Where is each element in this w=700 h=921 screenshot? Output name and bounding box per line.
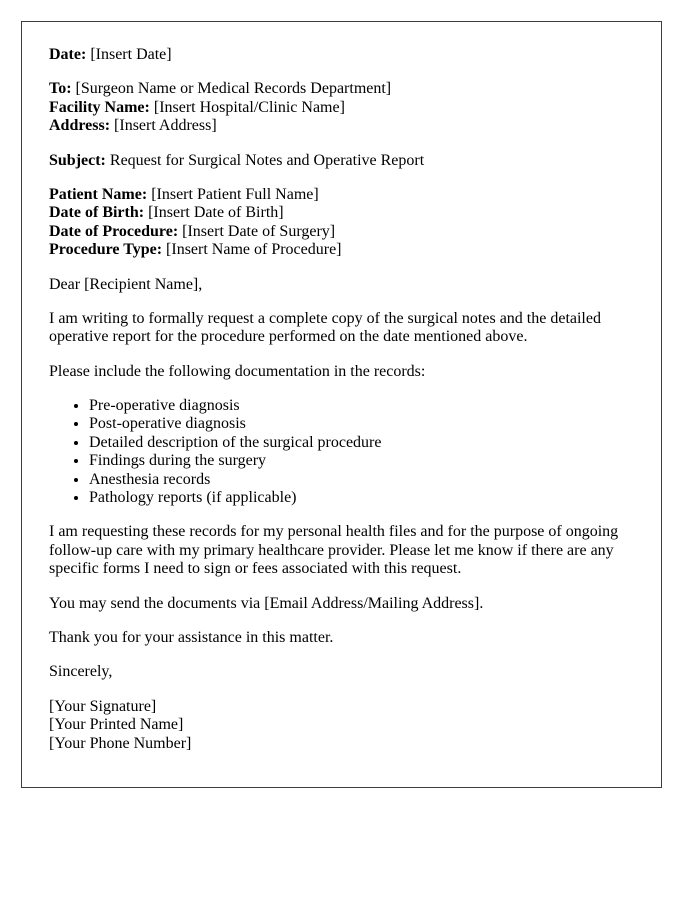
thanks-paragraph: Thank you for your assistance in this matter. [49, 628, 334, 646]
procedure-date-label: Date of Procedure: [49, 222, 179, 240]
address-label: Address: [49, 117, 111, 135]
purpose-paragraph: I am requesting these records for my personal health files and for the purpose of ongoing follow-up care with my primary healthcare provider. Please let me know if there are any specific forms I need to sign or fees associated with this request. [49, 523, 619, 578]
facility-label: Facility Name: [49, 98, 150, 116]
subject-value: Request for Surgical Notes and Operative Report [105, 151, 425, 169]
signature-line-printed-name: [Your Printed Name] [49, 716, 184, 734]
patient-name-value: [Insert Patient Full Name] [147, 185, 319, 203]
closing: Sincerely, [49, 663, 113, 681]
procedure-type-value: [Insert Name of Procedure] [162, 241, 342, 259]
documentation-list [49, 397, 635, 507]
intro-paragraph: I am writing to formally request a complete copy of the surgical notes and the detailed operative report for the procedure performed on the date mentioned above. [49, 309, 601, 346]
dob-value: [Insert Date of Birth] [144, 204, 284, 222]
procedure-type-label: Procedure Type: [49, 241, 163, 259]
date-line [49, 46, 635, 64]
signature-line-signature: [Your Signature] [49, 697, 157, 715]
patient-block [49, 186, 635, 260]
letter-document [21, 21, 662, 788]
list-item-anesthesia-records: • Anesthesia records [89, 471, 635, 489]
list-intro-paragraph: Please include the following documentation in the records: [49, 362, 426, 380]
list-item-detailed-description: • Detailed description of the surgical procedure [89, 434, 635, 452]
address-value: [Insert Address] [110, 117, 217, 135]
subject-line [49, 152, 635, 170]
delivery-paragraph: You may send the documents via [Email Address/Mailing Address]. [49, 594, 484, 612]
date-label: Date: [49, 46, 87, 63]
signature-line-phone-number: [Your Phone Number] [49, 734, 192, 752]
subject-label: Subject: [49, 151, 106, 169]
signature-block [49, 698, 635, 753]
patient-name-label: Patient Name: [49, 185, 148, 203]
facility-value: [Insert Hospital/Clinic Name] [149, 98, 345, 116]
list-item-pre-operative-diagnosis: • Pre-operative diagnosis [89, 397, 635, 415]
to-label: To: [49, 80, 72, 98]
procedure-date-value: [Insert Date of Surgery] [178, 222, 336, 240]
to-value: [Surgeon Name or Medical Records Department] [71, 80, 392, 98]
dob-label: Date of Birth: [49, 204, 145, 222]
list-item-post-operative-diagnosis: • Post-operative diagnosis [89, 415, 635, 433]
recipient-block [49, 80, 635, 135]
date-value: [Insert Date] [86, 46, 172, 63]
list-item-findings: • Findings during the surgery [89, 452, 635, 470]
salutation: Dear [Recipient Name], [49, 275, 203, 293]
list-item-pathology-reports: • Pathology reports (if applicable) [89, 489, 635, 507]
